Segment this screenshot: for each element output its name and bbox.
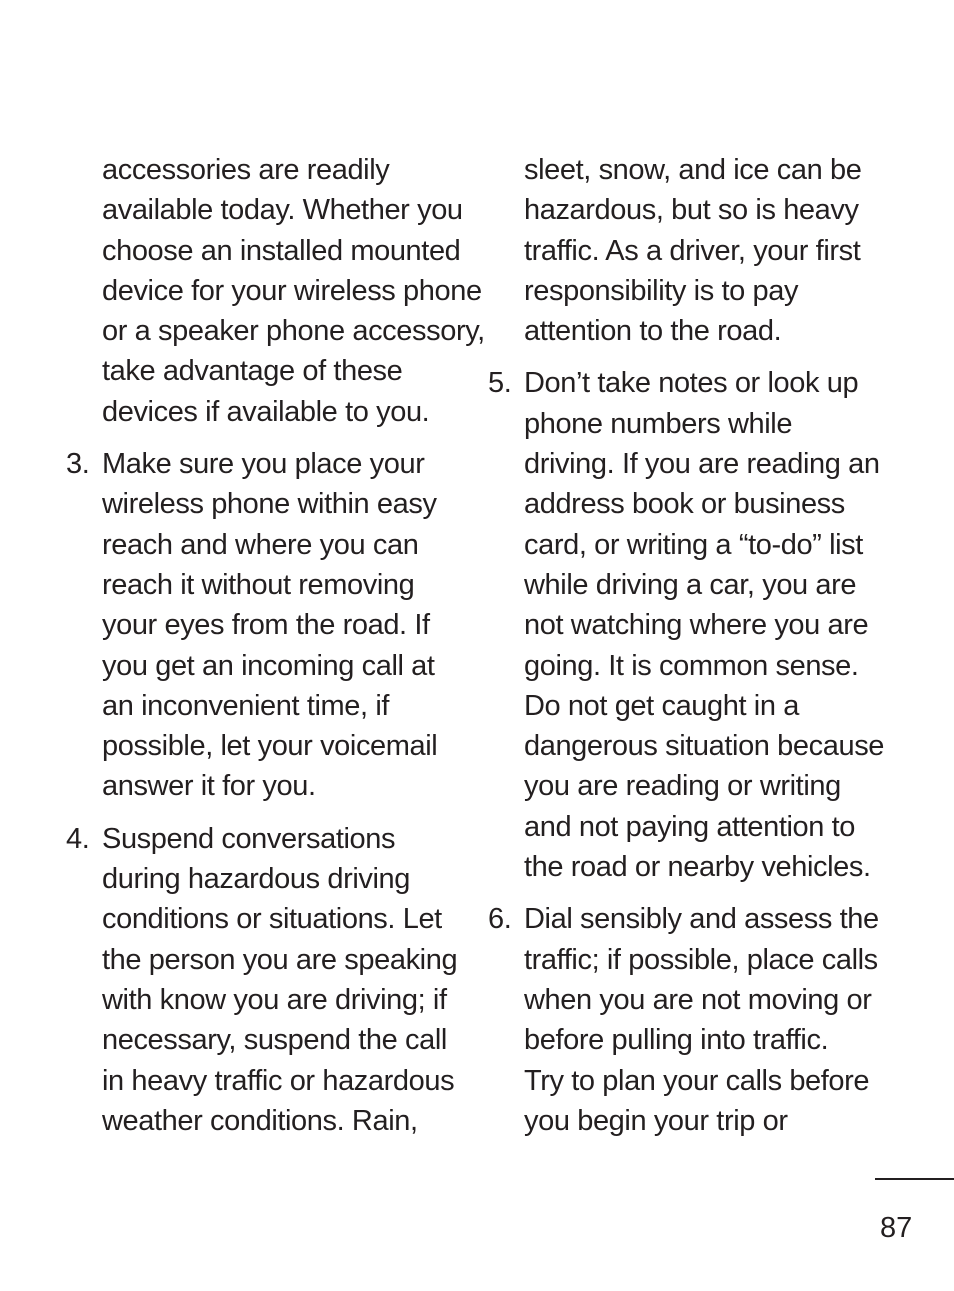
text-line: driving. If you are reading an (524, 448, 880, 481)
continued-paragraph (66, 150, 485, 432)
text-line: the road or nearby vehicles. (524, 851, 871, 884)
list-item-4 (66, 819, 466, 1141)
page-number: 87 (880, 1212, 913, 1244)
list-item-3 (66, 444, 466, 807)
text-line: Make sure you place your (102, 448, 425, 481)
text-line: card, or writing a “to-do” list (524, 528, 863, 561)
list-number: 6. (488, 903, 512, 936)
text-line: when you are not moving or (524, 983, 872, 1016)
text-line: sleet, snow, and ice can be (524, 154, 862, 186)
text-line: phone numbers while (524, 407, 793, 440)
text-line: not watching where you are (524, 609, 869, 642)
text-line: or a speaker phone accessory, (102, 315, 485, 348)
text-line: going. It is common sense. (524, 649, 859, 682)
text-line: Don’t take notes or look up (524, 367, 859, 400)
list-item-6 (488, 899, 888, 1141)
text-line: you are reading or writing (524, 770, 841, 803)
text-line: devices if available to you. (102, 395, 430, 428)
text-line: reach it without removing (102, 568, 415, 601)
text-line: accessories are readily (102, 154, 390, 186)
text-line: you get an incoming call at (102, 649, 435, 682)
text-line: the person you are speaking (102, 943, 458, 976)
text-line: answer it for you. (102, 770, 316, 803)
text-line: weather conditions. Rain, (102, 1104, 418, 1137)
text-line: address book or business (524, 488, 845, 521)
text-line: hazardous, but so is heavy (524, 194, 859, 227)
continued-paragraph (488, 150, 888, 351)
list-number: 4. (66, 822, 90, 855)
list-number: 3. (66, 448, 90, 481)
left-column (66, 150, 485, 1153)
text-line: device for your wireless phone (102, 274, 482, 307)
text-line: with know you are driving; if (102, 983, 447, 1016)
text-line: reach and where you can (102, 528, 419, 561)
right-column (488, 150, 888, 1153)
text-line: responsibility is to pay (524, 274, 799, 307)
text-line: you begin your trip or (524, 1104, 788, 1137)
text-line: dangerous situation because (524, 730, 885, 763)
text-line: attention to the road. (524, 315, 782, 348)
text-line: an inconvenient time, if (102, 689, 390, 722)
text-line: while driving a car, you are (524, 568, 857, 601)
text-line: take advantage of these (102, 355, 403, 388)
list-number: 5. (488, 367, 512, 400)
text-line: wireless phone within easy (102, 488, 437, 521)
text-line: conditions or situations. Let (102, 903, 442, 936)
text-line: choose an installed mounted (102, 234, 461, 267)
text-line: your eyes from the road. If (102, 609, 430, 642)
text-line: available today. Whether you (102, 194, 463, 227)
list-item-5 (488, 363, 888, 887)
text-line: necessary, suspend the call (102, 1024, 447, 1057)
text-line: and not paying attention to (524, 810, 856, 843)
text-line: traffic; if possible, place calls (524, 943, 878, 976)
text-line: Suspend conversations (102, 822, 396, 855)
footer-rule (875, 1178, 954, 1180)
text-line: during hazardous driving (102, 863, 410, 896)
text-line: in heavy traffic or hazardous (102, 1064, 455, 1097)
text-line: possible, let your voicemail (102, 730, 438, 763)
text-line: before pulling into traffic. (524, 1024, 829, 1057)
text-line: traffic. As a driver, your first (524, 234, 861, 267)
text-line: Try to plan your calls before (524, 1064, 870, 1097)
text-line: Do not get caught in a (524, 689, 799, 722)
text-line: Dial sensibly and assess the (524, 903, 879, 936)
